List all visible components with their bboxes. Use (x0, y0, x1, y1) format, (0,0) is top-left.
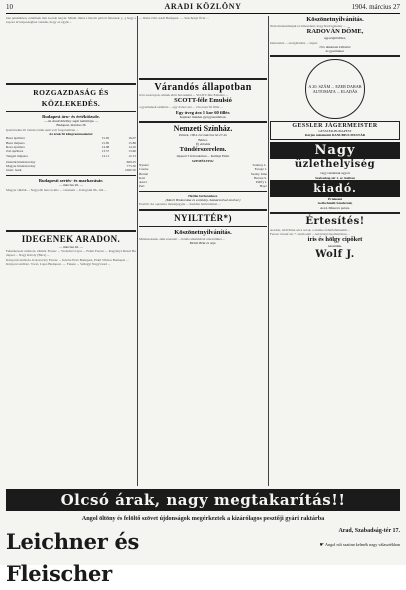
uzlet-heading: üzlethelyiség (294, 159, 376, 171)
table-row: Osztrák hitelrészvény 669.25 (6, 159, 136, 164)
column-right (270, 16, 400, 486)
dateline: Budapest, március 26 (56, 123, 86, 128)
visitors-body: Fehérkereszt szálloda. Ottmár Ferenc ... Wolschel Lajos ... Fehér Ferenc ... Rogyányi Dezső Budapest ... Nagy Károly (Bécs) ... (6, 248, 136, 258)
section-date: — március 26. — (58, 183, 84, 188)
newspaper-title: ARADI KÖZLÖNY (164, 2, 242, 11)
radovan-sub: ügyvédjelölthez, (324, 36, 346, 41)
table-row: Zab áprilisra 13.57 13.60 (6, 149, 136, 154)
column-divider (268, 16, 269, 486)
table-row: Bernát Szalay Irma (139, 171, 267, 176)
theater-sub: Bérlet. (198, 137, 208, 142)
automat-text: A 20. SZÁM ... EZER DARAB AUTOMATA ... ELADÁS (308, 84, 362, 95)
cast-header: SZEMÉLYEK: (191, 158, 215, 163)
thanks-body-right: Nem mulaszthatjuk el elmondani, hogy Radovánszky ... (270, 24, 346, 28)
play-desc: Operett 3 felvonásban ... Kulinyi Emil. (176, 154, 230, 159)
column-middle (139, 16, 267, 486)
play-title: Tündérszerelem. (179, 146, 227, 154)
gessler-sub: GESSLER-BUDAPEST (318, 128, 352, 133)
danubius-text: Kérjen mindenütt DANUBIUS MUSTÁR (304, 133, 366, 138)
brand-address: Arad, Szabadság-tér 17. (338, 528, 400, 534)
page-number: 10 (6, 3, 13, 11)
ad-title-pregnancy: Várandós állapotban (154, 82, 252, 93)
next-show-title: Hétfőn bérletszünet. (188, 193, 218, 198)
brand-note-text: Angol női szatinn kelmék nagy választékban (324, 542, 400, 547)
section-title-livestock: Budapesti sertés- és marhavásár. (38, 177, 104, 183)
table-row: Buza májusra 15.85 15.86 (6, 140, 136, 145)
column-left (6, 16, 136, 486)
theater-title: Nemzeti Színház. (173, 124, 233, 134)
visitors-body-2: Központi szálloda. Kolozsváry Ferenc ... Körösi Ernő Budapest, Prahl Vilmos Budapest ... (6, 257, 129, 262)
table-row: Osztr. bank 1060.50 (6, 168, 136, 173)
brand-name: Leichner és Fleischer (6, 529, 140, 586)
scott-where: Kapható minden gyógyszertárban. (179, 115, 227, 120)
issue-date: 1904. március 27 (351, 3, 400, 11)
byline: — Az Aradi Közlöny saját tudósítója. — (43, 119, 99, 124)
owner-name: Golfschmidt Sándornál, (317, 201, 353, 206)
thanks-title: Köszönetnyilvánítás. (174, 228, 232, 236)
thanks-signature: Birbin Béla és neje. (189, 240, 217, 245)
table-row: Cserne Faragó J. (139, 167, 267, 172)
brand-address-note (256, 542, 400, 556)
footer-subtitle: Angol öltöny és felöltő szövet újdonságok megérkeztek a kizárólagos pesztőji gyári raktárba (81, 515, 325, 522)
theater-date: Péntek, 1904. évi március hó 27-én (179, 133, 227, 138)
ertesites-heading: Értesítés! (305, 215, 365, 227)
table-row: Ansci Pálffy I. (139, 180, 267, 185)
orv-label: Orv. Radován Döméné (319, 44, 351, 49)
gessler-advert (270, 121, 400, 140)
kiado-banner: kiadó. (270, 180, 400, 197)
price-table (6, 136, 136, 157)
next-body: Ezelőtt: Az operettre menetjegyek ... Kedden bérletszünet ... (139, 202, 221, 207)
table-row: Peri Hayó (139, 184, 267, 189)
column-divider (137, 16, 138, 486)
radovan-body: Ismeretlen ... szolgálatába ... lépett. (270, 40, 318, 45)
orv-sub: és gyermekei. (325, 49, 345, 54)
ad-body: levő asszonyok, minek előtt havonként ... SCOTT-féle Emulsió ... (139, 93, 229, 97)
uzlet-sub: vagy raktárnak ugyott (320, 171, 350, 176)
section-date: — március 26. — (58, 244, 84, 249)
totals-table (6, 160, 136, 173)
pointing-hand-icon: ☛ (319, 543, 325, 548)
livestock-body: Magyar süldők ... Nagyobb harcos kilo ... vésznem ... Kilogram 96–104 ... (6, 187, 107, 192)
footer-banner: Olcsó árak, nagy megtakarítás!! (6, 489, 400, 511)
theater-note: Új előadás (195, 142, 211, 147)
uzlet-address: Szabadság-tér 1. sz. házban (315, 175, 355, 180)
intro-text: ban pénzükben, remélnek már Gonda tanyát. Minál, mind a három pártolt feltetnek. [...] hogy szapora érvényességben vannak, hogy az egyik ... (6, 16, 136, 25)
scott-price: Egy üveg ára 1 kor 60 fillér. (175, 109, 231, 115)
section-subtitle-exchange: Budapest áru- és értéktőzsde. (42, 113, 100, 119)
ertesites-body: Aradon, Aldi Péter-utca sarok, a számos fehérfehérnemű ... (270, 227, 351, 232)
wolf-sign: Wolf J. (315, 248, 355, 260)
iris-label: iris és hölgy cipőket (307, 236, 363, 244)
iris-sub: készítünk. (328, 244, 342, 249)
erteskezni: Értekezni (327, 196, 343, 201)
intro-text-filler (6, 25, 136, 81)
automat-advert (305, 59, 365, 119)
cast-table (139, 163, 267, 189)
nagy-banner: Nagy (270, 142, 400, 159)
exchange-body: Ipartőzsdén 20 tőzsdei érték nem volt forgalomban ... (6, 127, 79, 132)
visitors-body-3: Központ szállotó. Vocsi, Lajos Budapest. — Fekete ... Szilágyi Nagyvárad ... (6, 261, 111, 266)
scott-emulsion-label: SCOTT-féle Emulsió (174, 97, 232, 105)
table-row: Tengeri májusra 12.11 12.13 (6, 153, 136, 158)
footer-brand-area (6, 526, 400, 586)
table-row: Buza áprilisra 15.95 16.07 (6, 136, 136, 141)
page-header (6, 2, 400, 14)
table-row: Kati Hevesi S. (139, 175, 267, 180)
section-title-economy: ROZGAZDASÁG ÉS KÖZLEKEDÉS. (33, 87, 109, 108)
scott-body: a gyermekek számára ... egy doboz ára ... 2 korona 50 fillér ... (139, 105, 223, 110)
next-show: (Marét Brokovszka és a kislány. Szakácsnéval zenével.) (165, 198, 241, 203)
thanks-body: Mindazoknak, akik szeretett ... halála alkalmával részvétüket ... (139, 236, 226, 241)
price-table-title: Az áruk 50 kilogrammonként: (49, 132, 93, 137)
radovan-name: RADOVÁN DÖME, (306, 28, 364, 36)
table-row: Nyuszi Szalkay L. (139, 162, 267, 167)
ertesites-body-2: Ferenc József-tér 7. szám alatt ... két könyvnyomtatóban ... (270, 232, 350, 237)
nyiltter-heading: NYILTTÉR*) (174, 212, 232, 223)
top-body: — Ruhe Ottó aradi Budapest. — Széchenyi fivér ... (139, 16, 209, 20)
owner-sub: Arad, Minerva palota. (320, 205, 350, 210)
section-title-visitors: IDEGENEK ARADON. (21, 233, 121, 244)
thanks-title-right: Köszönetnyilvánítás. (306, 16, 364, 23)
table-row: Magyar hitelrészvény 775.50 (6, 164, 136, 169)
table-row: Rozs áprilisra 14.08 14.10 (6, 144, 136, 149)
gessler-title: GESSLER JÁGERMEISTER (292, 123, 378, 130)
